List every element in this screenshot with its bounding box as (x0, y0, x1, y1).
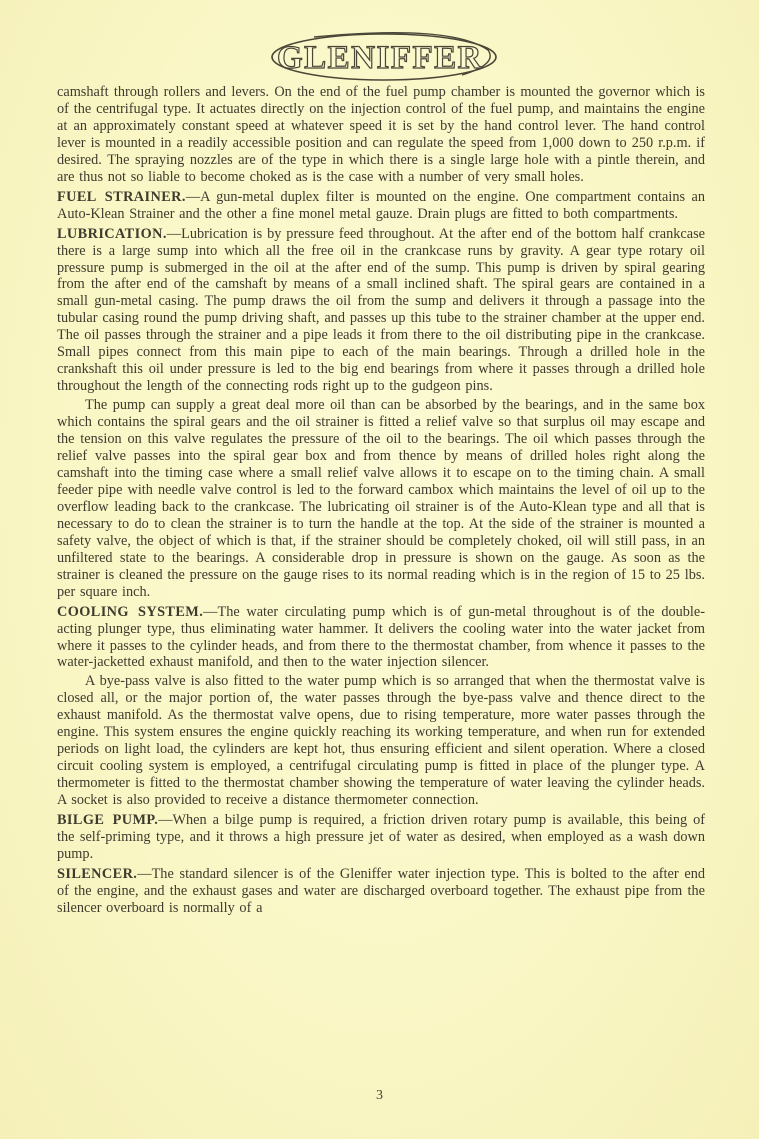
paragraph-text: —A gun-metal duplex filter is mounted on the engine. One compartment contains an Auto-Klean Strainer and the other a fine monel metal gauze. Drain plugs are fitted to both compartments. (57, 188, 705, 222)
paragraph-text: A bye-pass valve is also fitted to the water pump which is so arranged that when the thermostat valve is closed all, or the major portion of, the water passes through the bye-pass valve and thence direct to the exhaust manifold. As the thermostat valve opens, due to rising temperature, more water passes through the engine. This system ensures the engine quickly reaching its working temperature, and when run for extended periods on light load, the cylinders are kept hot, thus ensuring efficient and silent operation. Where a closed circuit cooling system is employed, a centrifugal circulating pump is fitted in place of the plunger type. A thermometer is fitted to the thermostat chamber showing the temperature of water leaving the cylinder heads. A socket is also provided to receive a distance thermometer connection. (57, 673, 705, 809)
gleniffer-logo-icon (254, 28, 506, 86)
paragraph-bilge-pump (57, 812, 705, 863)
paragraph-text: camshaft through rollers and levers. On the end of the fuel pump chamber is mounted the governor which is of the centrifugal type. It actuates directly on the injection control of the fuel pump, and maintains the engine at an approximately constant speed at whatever speed it is set by the hand control lever. The hand control lever is mounted in a readily accessible position and can regulate the speed from 1,000 down to 250 r.p.m. if desired. The spraying nozzles are of the type in which there is a single large hole with a pintle therein, and are thus not so liable to become choked as is the case with a number of very small holes. (57, 84, 705, 185)
page-body (57, 84, 705, 919)
paragraph-text: —Lubrication is by pressure feed throughout. At the after end of the bottom half crankcase there is a large sump into which all the free oil in the crankcase runs by gravity. A gear type rotary oil pressure pump is submerged in the oil at the after end of the sump. This pump is driven by spiral gearing from the after end of the camshaft by means of a small inclined shaft. The spiral gears are contained in a small gun-metal casing. The pump draws the oil from the sump and delivers it through a passage into the tubular casing round the pump driving shaft, and passes up this tube to the strainer chamber at the upper end. The oil passes through the strainer and a pipe leads it from there to the oil distributing pipe in the crankcase. Small pipes connect from this main pipe to each of the main bearings. Through a drilled hole in the crankshaft this oil under pressure is led to the big end bearings from where it passes through a drilled hole throughout the length of the connecting rods right up to the gudgeon pins. (57, 225, 705, 395)
paragraph-text: The pump can supply a great deal more oil than can be absorbed by the bearings, and in the same box which contains the spiral gears and the oil strainer is fitted a relief valve so that surplus oil may escape and the tension on this valve regulates the pressure of the oil to the bearings. The oil which passes through the relief valve passes into the spiral gear box and from thence by means of drilled holes right along the camshaft into the timing case where a small relief valve allows it to escape on to the timing chain. A small feeder pipe with needle valve control is led to the forward cambox which maintains the level of oil up to the overflow leading back to the crankcase. The lubricating oil strainer is of the Auto-Klean type and all that is necessary to do to clean the strainer is to turn the handle at the top. At the side of the strainer is mounted a safety valve, the object of which is that, if the strainer should be completely choked, oil will still pass, in an unfiltered state to the bearings. A considerable drop in pressure is shown on the gauge. As soon as the strainer is cleaned the pressure on the gauge rises to its normal reading which is in the region of 15 to 25 lbs. per square inch. (57, 397, 705, 600)
section-heading-bilge-pump: BILGE PUMP. (57, 812, 159, 829)
paragraph-text: —When a bilge pump is required, a friction driven rotary pump is available, this being of the self-priming type, and it throws a high pressure jet of water as desired, when employed as a wash down pump. (57, 812, 705, 862)
paragraph-text: —The standard silencer is of the Gleniffer water injection type. This is bolted to the after end of the engine, and the exhaust gases and water are discharged overboard together. The exhaust pipe from the silencer overboard is normally of a (57, 865, 705, 916)
paragraph-camshaft-continuation (57, 84, 705, 186)
page-number: 3 (376, 1088, 383, 1103)
logo-text: GLENIFFER (276, 40, 483, 76)
section-heading-silencer: SILENCER. (57, 865, 138, 882)
paragraph-bye-pass-valve (57, 673, 705, 809)
paragraph-oil-pump-supply (57, 397, 705, 600)
section-heading-lubrication: LUBRICATION. (57, 225, 167, 242)
brand-logo (0, 28, 759, 91)
paragraph-lubrication (57, 226, 705, 396)
section-heading-fuel-strainer: FUEL STRAINER. (57, 188, 186, 205)
paragraph-cooling-system (57, 604, 705, 672)
paragraph-silencer (57, 866, 705, 917)
paragraph-text: —The water circulating pump which is of gun-metal throughout is of the double-acting plunger type, thus eliminating water hammer. It delivers the cooling water into the water jacket from where it passes to the cylinder heads, and from there to the thermostat chamber, from whence it passes to the water-jacketted exhaust manifold, and then to the water injection silencer. (57, 603, 706, 671)
section-heading-cooling-system: COOLING SYSTEM. (57, 603, 204, 620)
paragraph-fuel-strainer (57, 189, 705, 223)
